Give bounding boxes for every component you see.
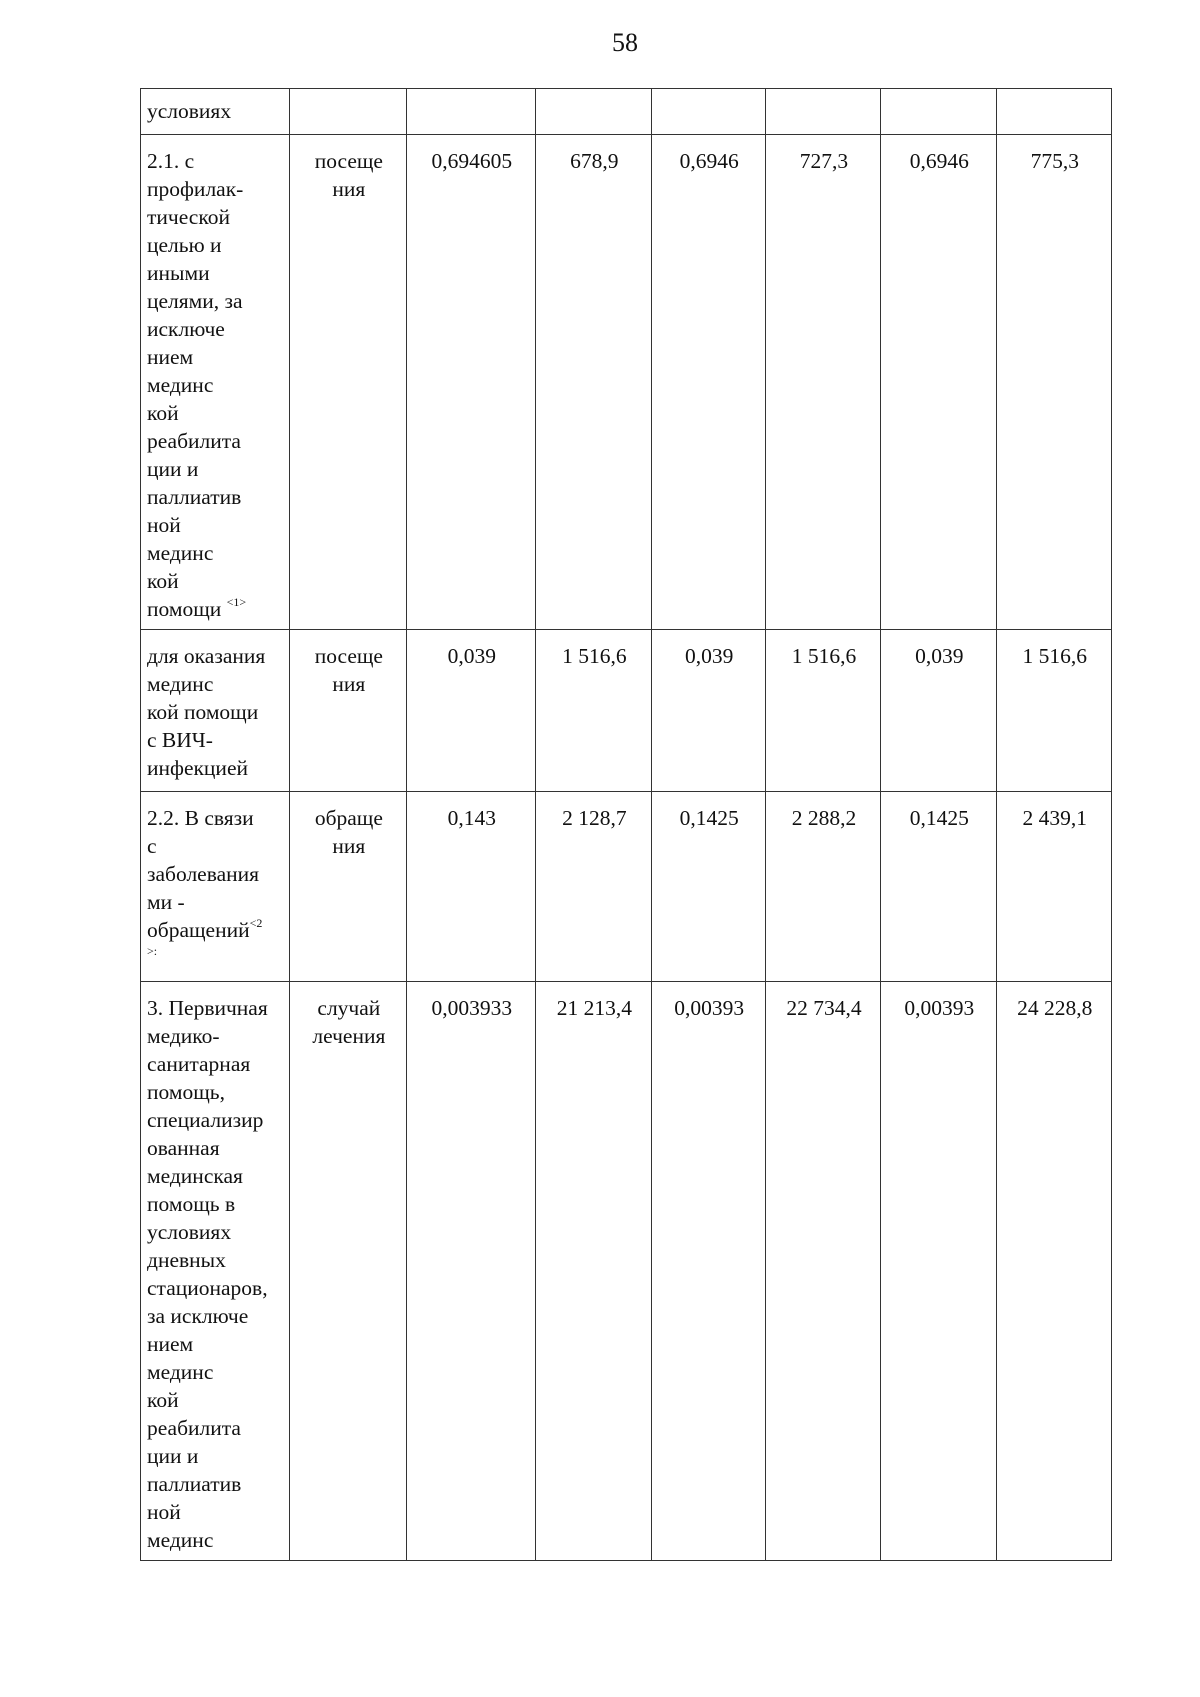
value-cell: 0,6946 xyxy=(881,135,996,630)
row-name-cell: условиях xyxy=(141,89,290,135)
value-cell xyxy=(406,89,536,135)
data-table xyxy=(140,88,1112,1561)
unit-cell xyxy=(290,89,406,135)
table-row xyxy=(141,792,1112,982)
value-cell: 0,00393 xyxy=(881,982,996,1561)
row-name-cell: 3. Первичная медико- санитарная помощь, специализир ованная мединская помощь в условиях дневных стационаров, за исключе нием мединс кой реабилита ции и паллиатив ной мединс xyxy=(141,982,290,1561)
value-cell xyxy=(536,89,651,135)
value-cell: 0,1425 xyxy=(881,792,996,982)
value-cell: 0,1425 xyxy=(651,792,765,982)
value-cell: 0,003933 xyxy=(406,982,536,1561)
page-number: 58 xyxy=(612,28,638,57)
value-cell: 2 128,7 xyxy=(536,792,651,982)
value-cell xyxy=(765,89,880,135)
value-cell: 0,00393 xyxy=(651,982,765,1561)
table-row xyxy=(141,630,1112,792)
value-cell: 1 516,6 xyxy=(765,630,880,792)
unit-cell: посеще ния xyxy=(290,135,406,630)
value-cell: 0,039 xyxy=(881,630,996,792)
unit-cell: посеще ния xyxy=(290,630,406,792)
value-cell: 2 288,2 xyxy=(765,792,880,982)
row-name-cell: 2.2. В связи с заболевания ми - обращений$^{<2}$ >: xyxy=(141,792,290,982)
value-cell xyxy=(881,89,996,135)
value-cell: 2 439,1 xyxy=(996,792,1111,982)
table-row xyxy=(141,982,1112,1561)
table-row xyxy=(141,135,1112,630)
value-cell: 22 734,4 xyxy=(765,982,880,1561)
table-row xyxy=(141,89,1112,135)
value-cell: 678,9 xyxy=(536,135,651,630)
value-cell: 1 516,6 xyxy=(996,630,1111,792)
footnote-marker: <2 xyxy=(249,915,263,930)
row-name-cell: 2.1. с профилак- тической целью и иными целями, за исключе нием мединс кой реабилита ции и паллиатив ной мединс кой помощи $^{<1>}$ xyxy=(141,135,290,630)
value-cell xyxy=(996,89,1111,135)
unit-cell: случай лечения xyxy=(290,982,406,1561)
value-cell: 727,3 xyxy=(765,135,880,630)
unit-cell: обраще ния xyxy=(290,792,406,982)
footnote-marker-tail: >: xyxy=(147,943,158,958)
value-cell: 1 516,6 xyxy=(536,630,651,792)
value-cell: 0,039 xyxy=(406,630,536,792)
value-cell xyxy=(651,89,765,135)
value-cell: 0,039 xyxy=(651,630,765,792)
row-name-cell: для оказания мединс кой помощи с ВИЧ- инфекцией xyxy=(141,630,290,792)
footnote-marker: <1> xyxy=(226,594,247,609)
value-cell: 0,143 xyxy=(406,792,536,982)
value-cell: 0,6946 xyxy=(651,135,765,630)
value-cell: 0,694605 xyxy=(406,135,536,630)
value-cell: 775,3 xyxy=(996,135,1111,630)
value-cell: 21 213,4 xyxy=(536,982,651,1561)
value-cell: 24 228,8 xyxy=(996,982,1111,1561)
